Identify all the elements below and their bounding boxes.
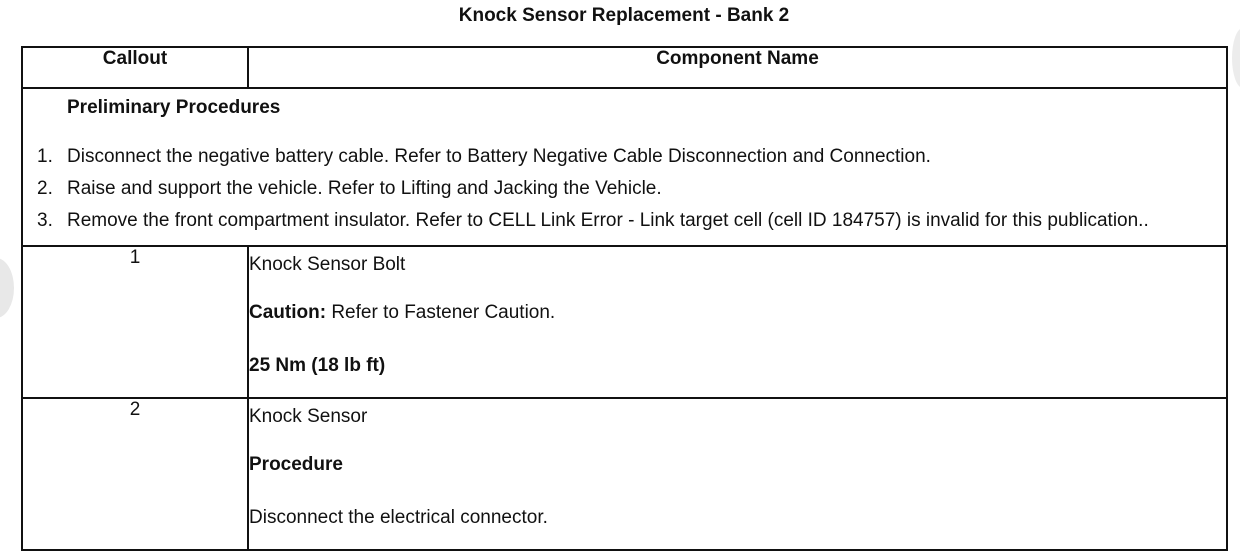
component-cell bbox=[248, 398, 1227, 550]
procedure-label: Procedure bbox=[249, 454, 343, 475]
caution-label: Caution: bbox=[249, 302, 327, 323]
preliminary-cell bbox=[22, 88, 1227, 246]
component-cell bbox=[248, 246, 1227, 398]
preliminary-steps bbox=[23, 141, 1226, 237]
table-row bbox=[22, 246, 1227, 398]
table-header-row bbox=[22, 47, 1227, 88]
header-component-name: Component Name bbox=[248, 47, 1227, 88]
caution-text: Refer to Fastener Caution. bbox=[326, 302, 556, 323]
preliminary-heading: Preliminary Procedures bbox=[67, 97, 281, 118]
step-text: Raise and support the vehicle. Refer to Lifting and Jacking the Vehicle. bbox=[67, 178, 662, 199]
table-row bbox=[22, 398, 1227, 550]
page-edge-shadow-right bbox=[1232, 28, 1240, 88]
component-name: Knock Sensor Bolt bbox=[249, 254, 406, 275]
page-title: Knock Sensor Replacement - Bank 2 bbox=[458, 5, 790, 26]
step-number: 3. bbox=[37, 210, 53, 231]
caution-line bbox=[249, 291, 1226, 344]
component-name: Knock Sensor bbox=[249, 406, 368, 427]
step-text: Disconnect the negative battery cable. Refer to Battery Negative Cable Disconnection and Connection. bbox=[67, 146, 931, 167]
step-number: 2. bbox=[37, 178, 53, 199]
page-edge-shadow-left bbox=[0, 258, 14, 318]
step-number: 1. bbox=[37, 146, 53, 167]
step-item bbox=[37, 173, 1226, 205]
step-item bbox=[37, 141, 1226, 173]
torque-spec: 25 Nm (18 lb ft) bbox=[249, 355, 386, 376]
callout-cell: 1 bbox=[22, 246, 248, 398]
callout-cell: 2 bbox=[22, 398, 248, 550]
procedure-text: Disconnect the electrical connector. bbox=[249, 507, 548, 528]
step-item bbox=[37, 205, 1226, 237]
preliminary-row bbox=[22, 88, 1227, 246]
procedure-table bbox=[21, 46, 1228, 551]
step-text: Remove the front compartment insulator. Refer to CELL Link Error - Link target cell (cell ID 184757) is invalid for this publication.. bbox=[67, 210, 1149, 231]
header-callout: Callout bbox=[22, 47, 248, 88]
